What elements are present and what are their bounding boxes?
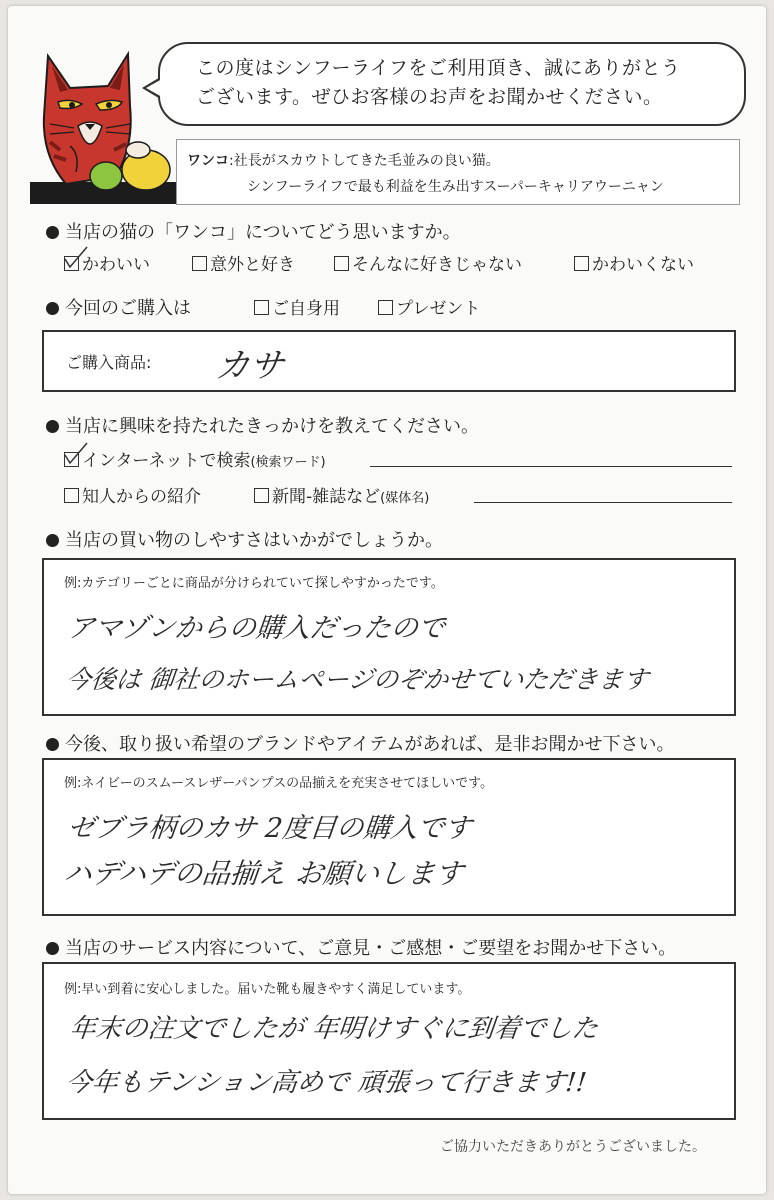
mascot-description-box [176,139,740,205]
answer-ease-line-1: アマゾンからの購入だったので [66,613,447,644]
product-value: カサ [213,346,286,386]
mascot-desc-line-1 [187,150,500,170]
option-self-use-label: ご自身用 [272,299,340,319]
option-present-label: プレゼント [396,299,481,319]
option-self-use[interactable] [254,294,340,319]
answer-ease-line-2: 今後は 御社のホームページのぞかせていただきます [64,665,650,694]
answer-box-ease[interactable] [42,558,736,716]
example-service: 例:早い到着に安心しました。届いた靴も履きやすく満足しています。 [64,982,471,997]
product-field[interactable] [42,330,736,392]
bullet-icon [46,942,59,955]
question-brand-request-text: 今後、取り扱い希望のブランドやアイテムがあれば、是非お聞かせ下さい。 [65,734,675,755]
handwritten-check-icon [63,441,89,467]
option-present[interactable] [378,294,480,319]
search-word-note: (検索ワード) [250,455,326,470]
greeting-line-2: ございます。ぜひお客様のお声をお聞かせください。 [196,86,663,108]
question-ease [46,526,443,552]
option-igai-to-suki[interactable] [192,250,295,275]
mascot-desc-1: :社長がスカウトしてきた毛並みの良い猫。 [229,153,500,169]
option-newspaper[interactable] [254,482,429,507]
checkbox-icon[interactable] [254,300,269,315]
option-kawaikunai-label: かわいくない [592,255,694,275]
answer-service-line-2: 今年もテンション高めで 頑張って行きます!! [64,1068,589,1098]
bullet-icon [46,738,59,751]
checkbox-icon[interactable] [574,256,589,271]
option-igai-label: 意外と好き [210,255,295,275]
answer-box-service[interactable] [42,962,736,1120]
bullet-icon [46,226,59,239]
question-mascot-text: 当店の猫の「ワンコ」についてどう思いますか。 [65,222,461,243]
checkbox-icon[interactable] [192,256,207,271]
question-purchase-type [46,294,191,320]
option-sonnani-label: そんなに好きじゃない [352,255,522,275]
survey-card [8,6,766,1194]
example-ease: 例:カテゴリーごとに商品が分けられていて探しやすかったです。 [64,576,444,591]
greeting-line-1: この度はシンフーライフをご利用頂き、誠にありがとう [196,57,681,79]
product-label: ご購入商品: [66,353,152,372]
greeting-text [196,54,681,112]
answer-box-brand[interactable] [42,758,736,916]
mascot-name: ワンコ [187,153,229,169]
question-interest-text: 当店に興味を持たれたきっかけを教えてください。 [65,416,479,437]
answer-brand-line-1: ゼブラ柄のカサ 2度目の購入です [66,813,474,844]
question-service [46,934,676,960]
question-mascot [46,218,461,244]
answer-brand-line-2: ハデハデの品揃え お願いします [62,857,465,890]
option-kawaikunai[interactable] [574,250,694,275]
search-word-line[interactable] [370,466,732,467]
checkbox-checked-icon[interactable] [64,452,79,467]
media-name-note: (媒体名) [380,491,430,506]
option-referral[interactable] [64,482,201,507]
checkbox-icon[interactable] [64,488,79,503]
option-internet-search[interactable] [64,446,326,471]
question-purchase-type-text: 今回のご購入は [65,298,191,319]
checkbox-icon[interactable] [334,256,349,271]
bullet-icon [46,420,59,433]
option-referral-label: 知人からの紹介 [82,487,201,507]
answer-service-line-1: 年末の注文でしたが 年明けすぐに到着でした [68,1014,600,1044]
handwritten-check-icon [63,245,89,271]
example-brand: 例:ネイビーのスムースレザーパンプスの品揃えを充実させてほしいです。 [64,776,494,791]
checkbox-icon[interactable] [254,488,269,503]
question-ease-text: 当店の買い物のしやすさはいかがでしょうか。 [65,530,443,551]
footer-thanks: ご協力いただきありがとうございました。 [440,1139,706,1155]
question-brand-request [46,730,674,756]
checkbox-icon[interactable] [378,300,393,315]
option-kawaii[interactable] [64,250,150,275]
media-name-line[interactable] [474,502,732,503]
checkbox-checked-icon[interactable] [64,256,79,271]
option-newspaper-label: 新聞-雑誌など [272,487,381,507]
lime-fruit-icon [90,162,122,190]
bullet-icon [46,302,59,315]
question-service-text: 当店のサービス内容について、ご意見・ご感想・ご要望をお聞かせ下さい。 [65,938,677,959]
option-kawaii-label: かわいい [82,255,150,275]
bubble-tail-inner [146,79,162,97]
bullet-icon [46,534,59,547]
option-internet-label: インターネットで検索 [82,451,251,471]
mascot-desc-line-2: シンフーライフで最も利益を生み出すスーパーキャリアウーニャン [247,179,664,195]
option-sonnani[interactable] [334,250,522,275]
lemon-fruit-icon [122,142,170,190]
question-interest [46,412,479,438]
speech-bubble [158,42,746,126]
